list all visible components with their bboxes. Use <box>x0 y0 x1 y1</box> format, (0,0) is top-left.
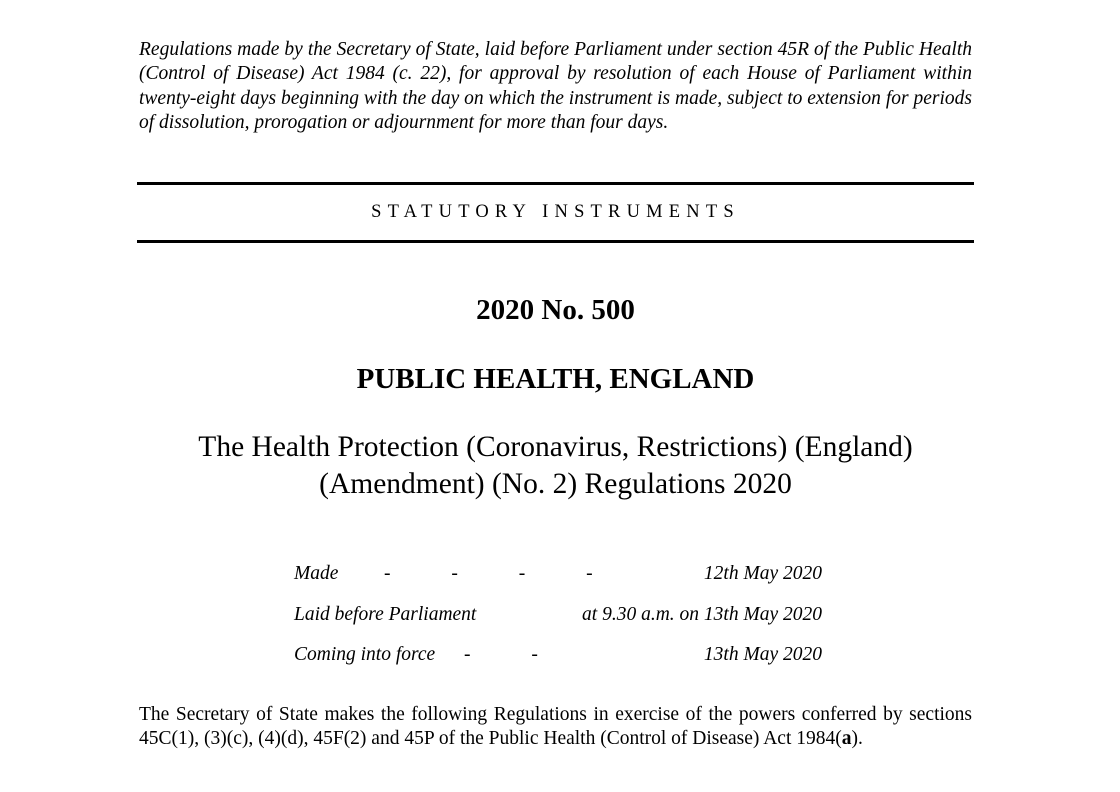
series-heading: STATUTORY INSTRUMENTS <box>371 202 740 222</box>
instrument-number: 2020 No. 500 <box>476 294 635 326</box>
enacting-text: The Secretary of State makes the following Regulations in exercise of the powers conferred by sections 45C(1), (3)(c), (4)(d), 45F(2) and 45P of the Public Health (Control of Disease) Act 1984( <box>139 704 972 750</box>
bottom-rule <box>137 240 974 243</box>
date-value: 12th May 2020 <box>703 563 822 584</box>
date-row-laid <box>294 601 822 642</box>
subject-heading: PUBLIC HEALTH, ENGLAND <box>356 363 755 395</box>
date-dashes: - - - - <box>384 563 621 584</box>
date-label: Laid before Parliament <box>294 603 477 625</box>
date-value: 13th May 2020 <box>703 644 822 665</box>
footnote-reference[interactable]: a <box>841 728 852 750</box>
date-row-made <box>294 560 822 601</box>
top-rule <box>137 182 974 185</box>
regulation-title <box>137 429 974 503</box>
date-label: Made <box>294 563 339 584</box>
date-value: at 9.30 a.m. on 13th May 2020 <box>582 603 822 625</box>
dates-table <box>294 560 822 682</box>
title-line-1: The Health Protection (Coronavirus, Restrictions) (England) <box>198 431 913 463</box>
date-dashes: - - <box>464 644 566 665</box>
title-line-2: (Amendment) (No. 2) Regulations 2020 <box>319 468 792 500</box>
enacting-formula <box>139 703 972 752</box>
date-label: Coming into force <box>294 644 436 665</box>
date-row-coming-into-force <box>294 641 822 682</box>
enacting-closing: ). <box>851 728 863 750</box>
preamble-text: Regulations made by the Secretary of State, laid before Parliament under section 45R of the Public Health (Control of Disease) Act 1984 (c. 22), for approval by resolution of each House of Parliament within twenty-eight days beginning with the day on which the instrument is made, subject to extension for periods of dissolution, prorogation or adjournment for more than four days. <box>139 39 972 133</box>
